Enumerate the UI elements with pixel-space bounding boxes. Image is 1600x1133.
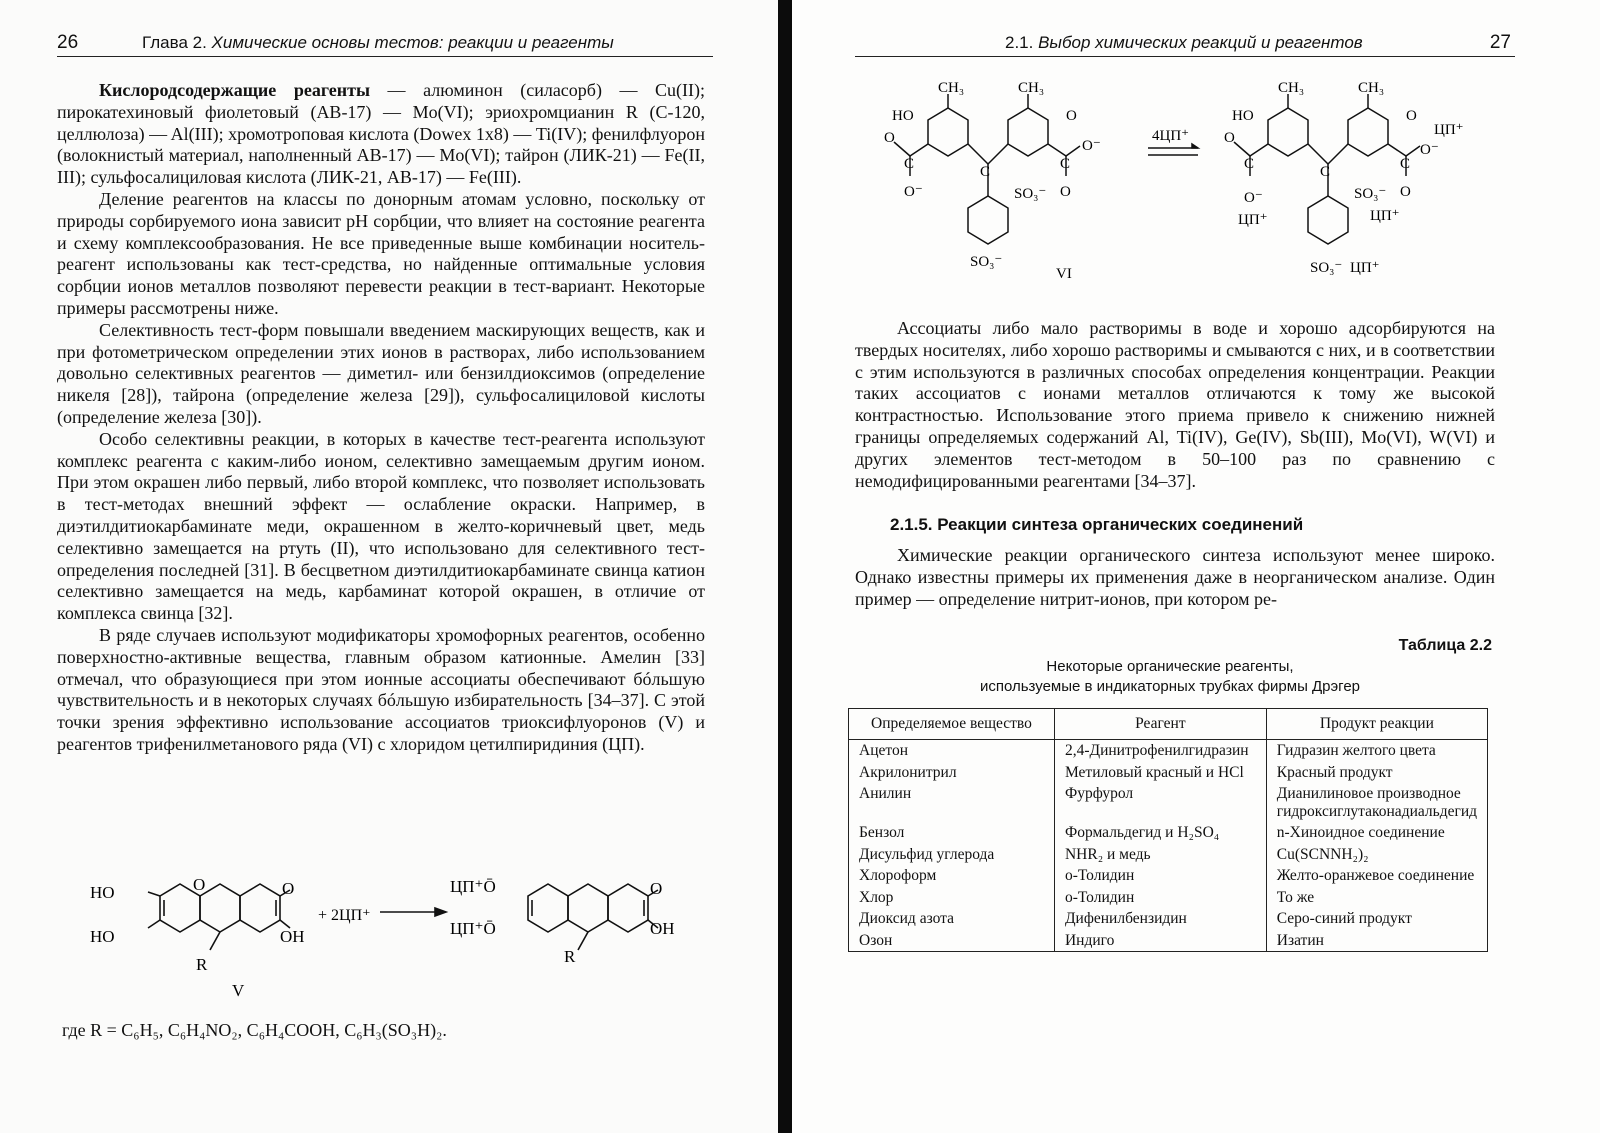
table-cell: Желто-оранжевое соединение — [1266, 865, 1487, 887]
paragraph: Деление реагентов на классы по донорным атомам условно, поскольку от природы сорбируемого иона зависит pH сорбции, что влияет на состояние реагента и схему комплексообразования. Не все приведенные выше комбинации носитель-реагент использованы как тест-средства, но найденные оптимальные условия сорбции ионов металлов позволяют перевести реакции в тест-вариант. Некоторые примеры рассмотрены ниже. — [57, 188, 705, 318]
scheme-label-o: O — [650, 879, 663, 898]
table-caption-line: Некоторые органические реагенты, — [1046, 658, 1294, 675]
table-row — [849, 783, 1488, 822]
table-cell: o-Толидин — [1054, 887, 1266, 909]
table-cell: Хлороформ — [849, 865, 1055, 887]
formula-prefix: где R = — [62, 1020, 122, 1040]
column-header: Реагент — [1054, 709, 1266, 740]
scheme-label-o: O — [884, 130, 895, 146]
table-row — [849, 740, 1488, 762]
table-caption-line: используемые в индикаторных трубках фирмы Дрэгер — [979, 678, 1361, 695]
scheme-label-o: O — [1224, 130, 1235, 146]
column-header: Продукт реакции — [1266, 709, 1487, 740]
scheme-label-so3: SO₃⁻ — [1310, 260, 1343, 276]
section-head-title: Выбор химических реакций и реагентов — [1038, 33, 1363, 52]
reaction-scheme-vi — [880, 80, 1500, 290]
scheme-label-r: R — [196, 955, 208, 974]
scheme-label-oh: OH — [650, 919, 675, 938]
scheme-label-o-minus: O⁻ — [1420, 142, 1439, 158]
table-cell: n-Хиноидное соединение — [1266, 822, 1487, 844]
scheme-label-ch3: CH₃ — [1358, 80, 1385, 96]
table-cell: Формальдегид и H₂SO₄ — [1054, 822, 1266, 844]
table-cell: Фурфурол — [1054, 783, 1266, 822]
scheme-label-o: O — [193, 875, 206, 894]
chapter-title — [142, 33, 614, 53]
chapter-title-text: Химические основы тестов: реакции и реагенты — [211, 33, 614, 52]
scheme-label-o: O — [1406, 108, 1417, 124]
table-row — [849, 762, 1488, 784]
reaction-scheme-v — [80, 862, 700, 1012]
scheme-label-ho: HO — [90, 883, 115, 902]
scheme-label-o-minus: O⁻ — [904, 184, 923, 200]
formula-values: C₆H₅, C₆H₄NO₂, C₆H₄COOH, C₆H₃(SO₃H)₂. — [121, 1020, 447, 1040]
section-heading: 2.1.5. Реакции синтеза органических соединений — [890, 515, 1304, 534]
table-row — [849, 930, 1488, 952]
running-head-left — [57, 32, 713, 57]
table-cell: Красный продукт — [1266, 762, 1487, 784]
right-body-text-2 — [855, 545, 1495, 610]
table-cell: Cu(SCNNH₂)₂ — [1266, 844, 1487, 866]
page-number-left: 26 — [57, 32, 79, 53]
scheme-label-cp: ЦП⁺Ō — [450, 919, 496, 938]
scheme-label-c: C — [980, 164, 991, 180]
table-cell: Диоксид азота — [849, 908, 1055, 930]
chapter-prefix: Глава 2. — [142, 33, 212, 52]
table-label: Таблица 2.2 — [1398, 637, 1492, 654]
paragraph-text: — алюминон (силасорб) — Cu(II); пирокатехиновый фиолетовый (АВ-17) — Mo(VI); эриохромцианин R (С-120, целлюлоза) — Al(III); хромотроповая кислота (Dowex 1x8) — Ti(IV); фенилфлуорон (волокнистый материал, наполненный АВ-17) — Mo(VI); тайрон (ЛИК-21) — Fe(II, III); сульфосалициловая кислота (ЛИК-21, АВ-17) — Fe(III). — [57, 80, 705, 188]
table-row — [849, 887, 1488, 909]
section-head — [1005, 33, 1363, 53]
table-cell: Индиго — [1054, 930, 1266, 952]
table-cell: Бензол — [849, 822, 1055, 844]
right-body-text-1 — [855, 318, 1495, 492]
scheme-label-o: O — [1400, 184, 1411, 200]
paragraph: Селективность тест-форм повышали введением маскирующих веществ, как и при фотометрическом определении этих ионов в растворах, либо использованием довольно селективных реагентов — диметил- или бензилдиоксимов (определение никеля [28]), тайрона (определение железа [29]), сульфосалициловой кислоты (определение железа [30]). — [57, 319, 705, 427]
scheme-label-c: C — [1400, 156, 1411, 172]
scheme-label-c: C — [1244, 156, 1255, 172]
running-head-right — [855, 32, 1515, 57]
bold-term: Кислородсодержащие реагенты — [99, 80, 371, 100]
scheme-label-ch3: CH₃ — [1018, 80, 1045, 96]
paragraph: Ассоциаты либо мало растворимы в воде и хорошо адсорбируются на твердых носителях, либо хорошо растворимы и смываются с них, и в соответствии с этим используются в различных способах определения концентрации. Реакции таких ассоциатов с ионами металлов отличаются к тому же высокой контрастностью. Использование этого приема привело к снижению нижней границы определяемых содержаний Al, Ti(IV), Ge(IV), Sb(III), Mo(VI), W(VI) и других элементов тест-методом в 50–100 раз по сравнению с немодифицированными реагентами [34–37]. — [855, 318, 1495, 491]
table-cell: NHR₂ и медь — [1054, 844, 1266, 866]
scheme-label-cp: ЦП⁺ — [1238, 212, 1268, 228]
table-cell: Метиловый красный и HCl — [1054, 762, 1266, 784]
table-cell: 2,4-Динитрофенилгидразин — [1054, 740, 1266, 762]
table-cell: Акрилонитрил — [849, 762, 1055, 784]
scheme-label-oh: OH — [280, 927, 305, 946]
scheme-label-c: C — [1320, 164, 1331, 180]
scheme-label-cp: ЦП⁺ — [1350, 260, 1380, 276]
compound-label-vi: VI — [1056, 266, 1072, 282]
table-cell: Ацетон — [849, 740, 1055, 762]
table-cell: То же — [1266, 887, 1487, 909]
scheme-label-so3: SO₃⁻ — [1354, 186, 1387, 202]
table-cell: Хлор — [849, 887, 1055, 909]
scheme-label-o: O — [282, 879, 295, 898]
scheme-label-so3: SO₃⁻ — [970, 254, 1003, 270]
scheme-label-ho: HO — [1232, 108, 1254, 124]
scheme-label-c: C — [904, 156, 915, 172]
column-header: Определяемое вещество — [849, 709, 1055, 740]
left-body-text — [57, 80, 705, 756]
table-caption — [860, 657, 1480, 697]
scheme-label-cp: ЦП⁺ — [1434, 122, 1464, 138]
paragraph — [57, 80, 705, 189]
table-row — [849, 908, 1488, 930]
scheme-label-ho: HO — [90, 927, 115, 946]
page-number-right: 27 — [1489, 32, 1511, 53]
scheme-label-r: R — [564, 947, 576, 966]
compound-label-v: V — [232, 981, 245, 1000]
scheme-reagent: 4ЦП⁺ — [1152, 128, 1190, 144]
scheme-label-o-minus: O⁻ — [1082, 138, 1101, 154]
reagents-table — [848, 708, 1488, 952]
paragraph: В ряде случаев используют модификаторы хромофорных реагентов, особенно поверхностно-активные вещества, главным образом катионные. Амелин [33] отмечал, что образующиеся при этом ионные ассоциаты обеспечивают бóльшую чувствительность и в некоторых случаях бóльшую избирательность [34–37]. С этой точки зрения эффективно использование ассоциатов триоксифлуоронов (V) и реагентов трифенилметанового ряда (VI) с хлоридом цетилпиридиния (ЦП). — [57, 624, 705, 754]
table-row — [849, 822, 1488, 844]
table-cell: o-Толидин — [1054, 865, 1266, 887]
table-cell: Дисульфид углерода — [849, 844, 1055, 866]
section-head-prefix: 2.1. — [1005, 33, 1039, 52]
table-cell: Гидразин желтого цвета — [1266, 740, 1487, 762]
paragraph: Особо селективны реакции, в которых в качестве тест-реагента используют комплекс реагента с каким-либо ионом, селективно замещаемым другим ионом. При этом окрашен либо первый, либо второй комплекс, что позволяет использовать в тест-методах внешний эффект — ослабление окраски. Например, в диэтилдитиокарбаминате меди, окрашенном в желто-коричневый цвет, медь селективно замещается на ртуть (II), что использовано для селективного тест-определения последней [31]. В бесцветном диэтилдитиокарбаминате свинца катион селективно замещается на медь, карбаминат которой окрашен, в отличие от комплекса свинца [32]. — [57, 428, 705, 624]
scheme-label-cp: ЦП⁺ — [1370, 208, 1400, 224]
scheme-label-o-minus: O⁻ — [1244, 190, 1263, 206]
table-cell: Серо-синий продукт — [1266, 908, 1487, 930]
scheme-label-ch3: CH₃ — [938, 80, 965, 96]
table-cell: Дифенилбензидин — [1054, 908, 1266, 930]
table-cell: Дианилиновое производное гидроксиглутаконадиальдегид — [1266, 783, 1487, 822]
substituent-formula — [62, 1020, 447, 1041]
table-cell: Озон — [849, 930, 1055, 952]
scheme-label-ho: HO — [892, 108, 914, 124]
paragraph: Химические реакции органического синтеза используют менее широко. Однако известны примеры их применения даже в неорганическом анализе. Один пример — определение нитрит-ионов, при котором ре- — [855, 545, 1495, 609]
scheme-label-cp: ЦП⁺Ō — [450, 877, 496, 896]
scheme-label-o: O — [1060, 184, 1071, 200]
book-spine — [778, 0, 792, 1133]
scheme-label-o: O — [1066, 108, 1077, 124]
table-header-row — [849, 709, 1488, 740]
table-row — [849, 844, 1488, 866]
scheme-label-ch3: CH₃ — [1278, 80, 1305, 96]
table-row — [849, 865, 1488, 887]
table-cell: Изатин — [1266, 930, 1487, 952]
table-cell: Анилин — [849, 783, 1055, 822]
scheme-label-so3: SO₃⁻ — [1014, 186, 1047, 202]
scheme-label-c: C — [1060, 156, 1071, 172]
scheme-reagent: + 2ЦП⁺ — [318, 907, 371, 924]
